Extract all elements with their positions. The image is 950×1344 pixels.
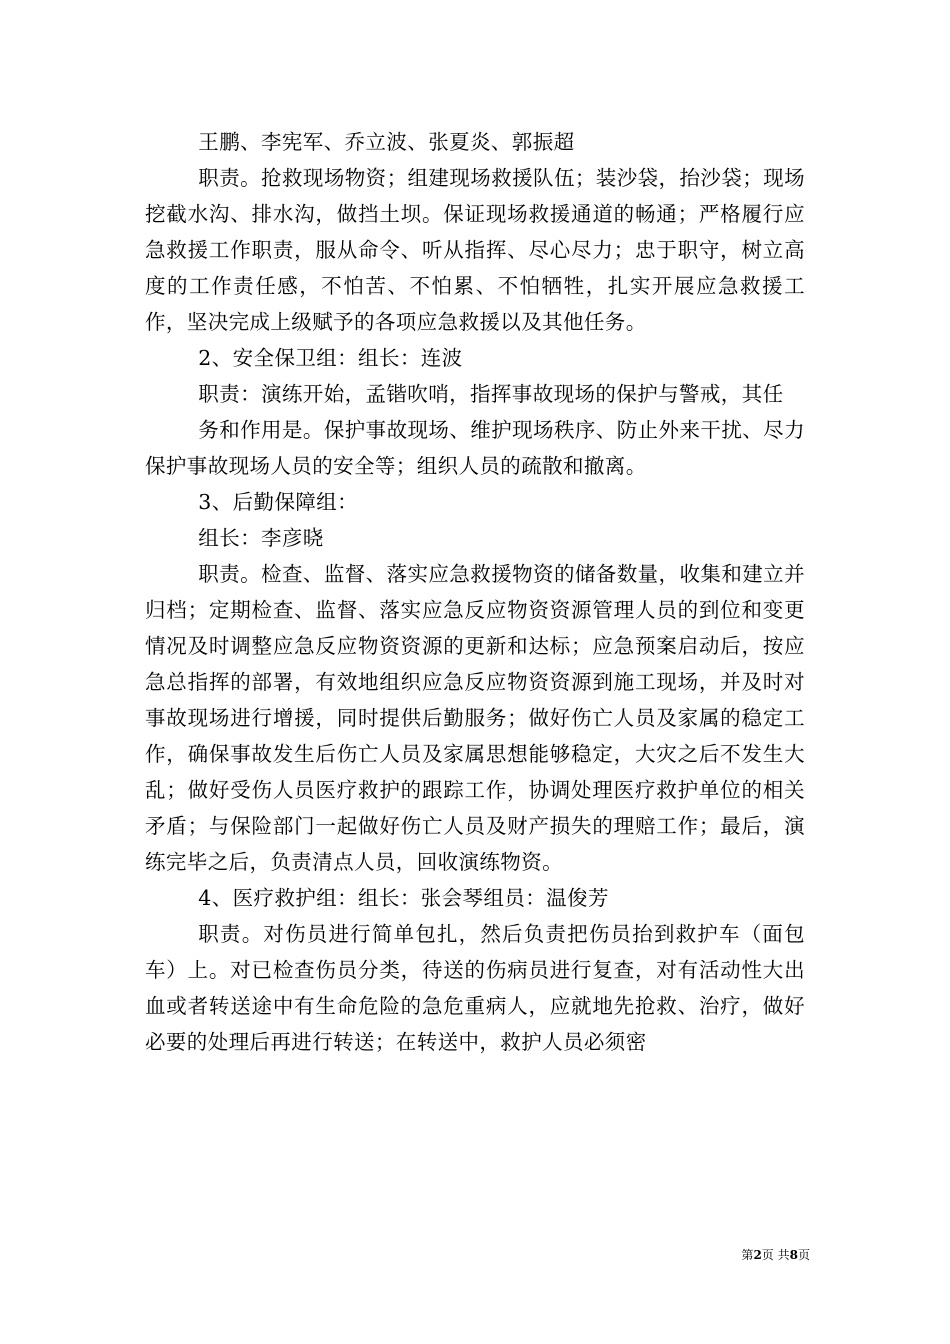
- paragraph-logistics-group: 3、后勤保障组：: [198, 490, 359, 514]
- paragraph-medical-duties: 职责。对伤员进行简单包扎，然后负责把伤员抬到救护车（面包车）上。对已检查伤员分类，待送的伤病员进行复查，对有活动性大出血或者转送途中有生命危险的急危重病人，应就地先抢救、治疗，做好必要的处理后再进行转送；在转送中，救护人员必须密: [145, 922, 805, 1054]
- paragraph-members: 王鹏、李宪军、乔立波、张夏炎、郭振超: [198, 130, 575, 154]
- footer-current-page: 2: [753, 1248, 762, 1262]
- paragraph-logistics-duties: 职责。检查、监督、落实应急救援物资的储备数量，收集和建立并归档；定期检查、监督、落实应急反应物资资源管理人员的到位和变更情况及时调整应急反应物资资源的更新和达标；应急预案启动后，按应急总指挥的部署，有效地组织应急反应物资资源到施工现场，并及时对事故现场进行增援，同时提供后勤服务；做好伤亡人员及家属的稳定工作，确保事故发生后伤亡人员及家属思想能够稳定，大灾之后不发生大乱；做好受伤人员医疗救护的跟踪工作，协调处理医疗救护单位的相关矛盾；与保险部门一起做好伤亡人员及财产损失的理赔工作；最后，演练完毕之后，负责清点人员，回收演练物资。: [145, 562, 805, 874]
- paragraph-security-group: 2、安全保卫组：组长：连波: [198, 346, 463, 370]
- paragraph-logistics-leader: 组长：李彦晓: [198, 526, 324, 550]
- footer-total-pages: 8: [789, 1248, 798, 1262]
- page-footer: [650, 1247, 810, 1263]
- paragraph-medical-group: 4、医疗救护组：组长：张会琴组员：温俊芳: [198, 886, 609, 910]
- paragraph-security-tasks: 务和作用是。保护事故现场、维护现场秩序、防止外来干扰、尽力保护事故现场人员的安全等；组织人员的疏散和撤离。: [145, 418, 805, 478]
- footer-middle: 页 共: [761, 1248, 790, 1262]
- footer-prefix: 第: [741, 1248, 754, 1262]
- footer-suffix: 页: [797, 1248, 810, 1262]
- paragraph-security-duties: 职责：演练开始，孟锴吹哨，指挥事故现场的保护与警戒，其任: [198, 382, 784, 406]
- paragraph-rescue-duties: 职责。抢救现场物资；组建现场救援队伍；装沙袋，抬沙袋；现场挖截水沟、排水沟，做挡土坝。保证现场救援通道的畅通；严格履行应急救援工作职责，服从命令、听从指挥、尽心尽力；忠于职守，树立高度的工作责任感，不怕苦、不怕累、不怕牺牲，扎实开展应急救援工作，坚决完成上级赋予的各项应急救援以及其他任务。: [145, 166, 805, 334]
- document-body: [145, 124, 805, 1060]
